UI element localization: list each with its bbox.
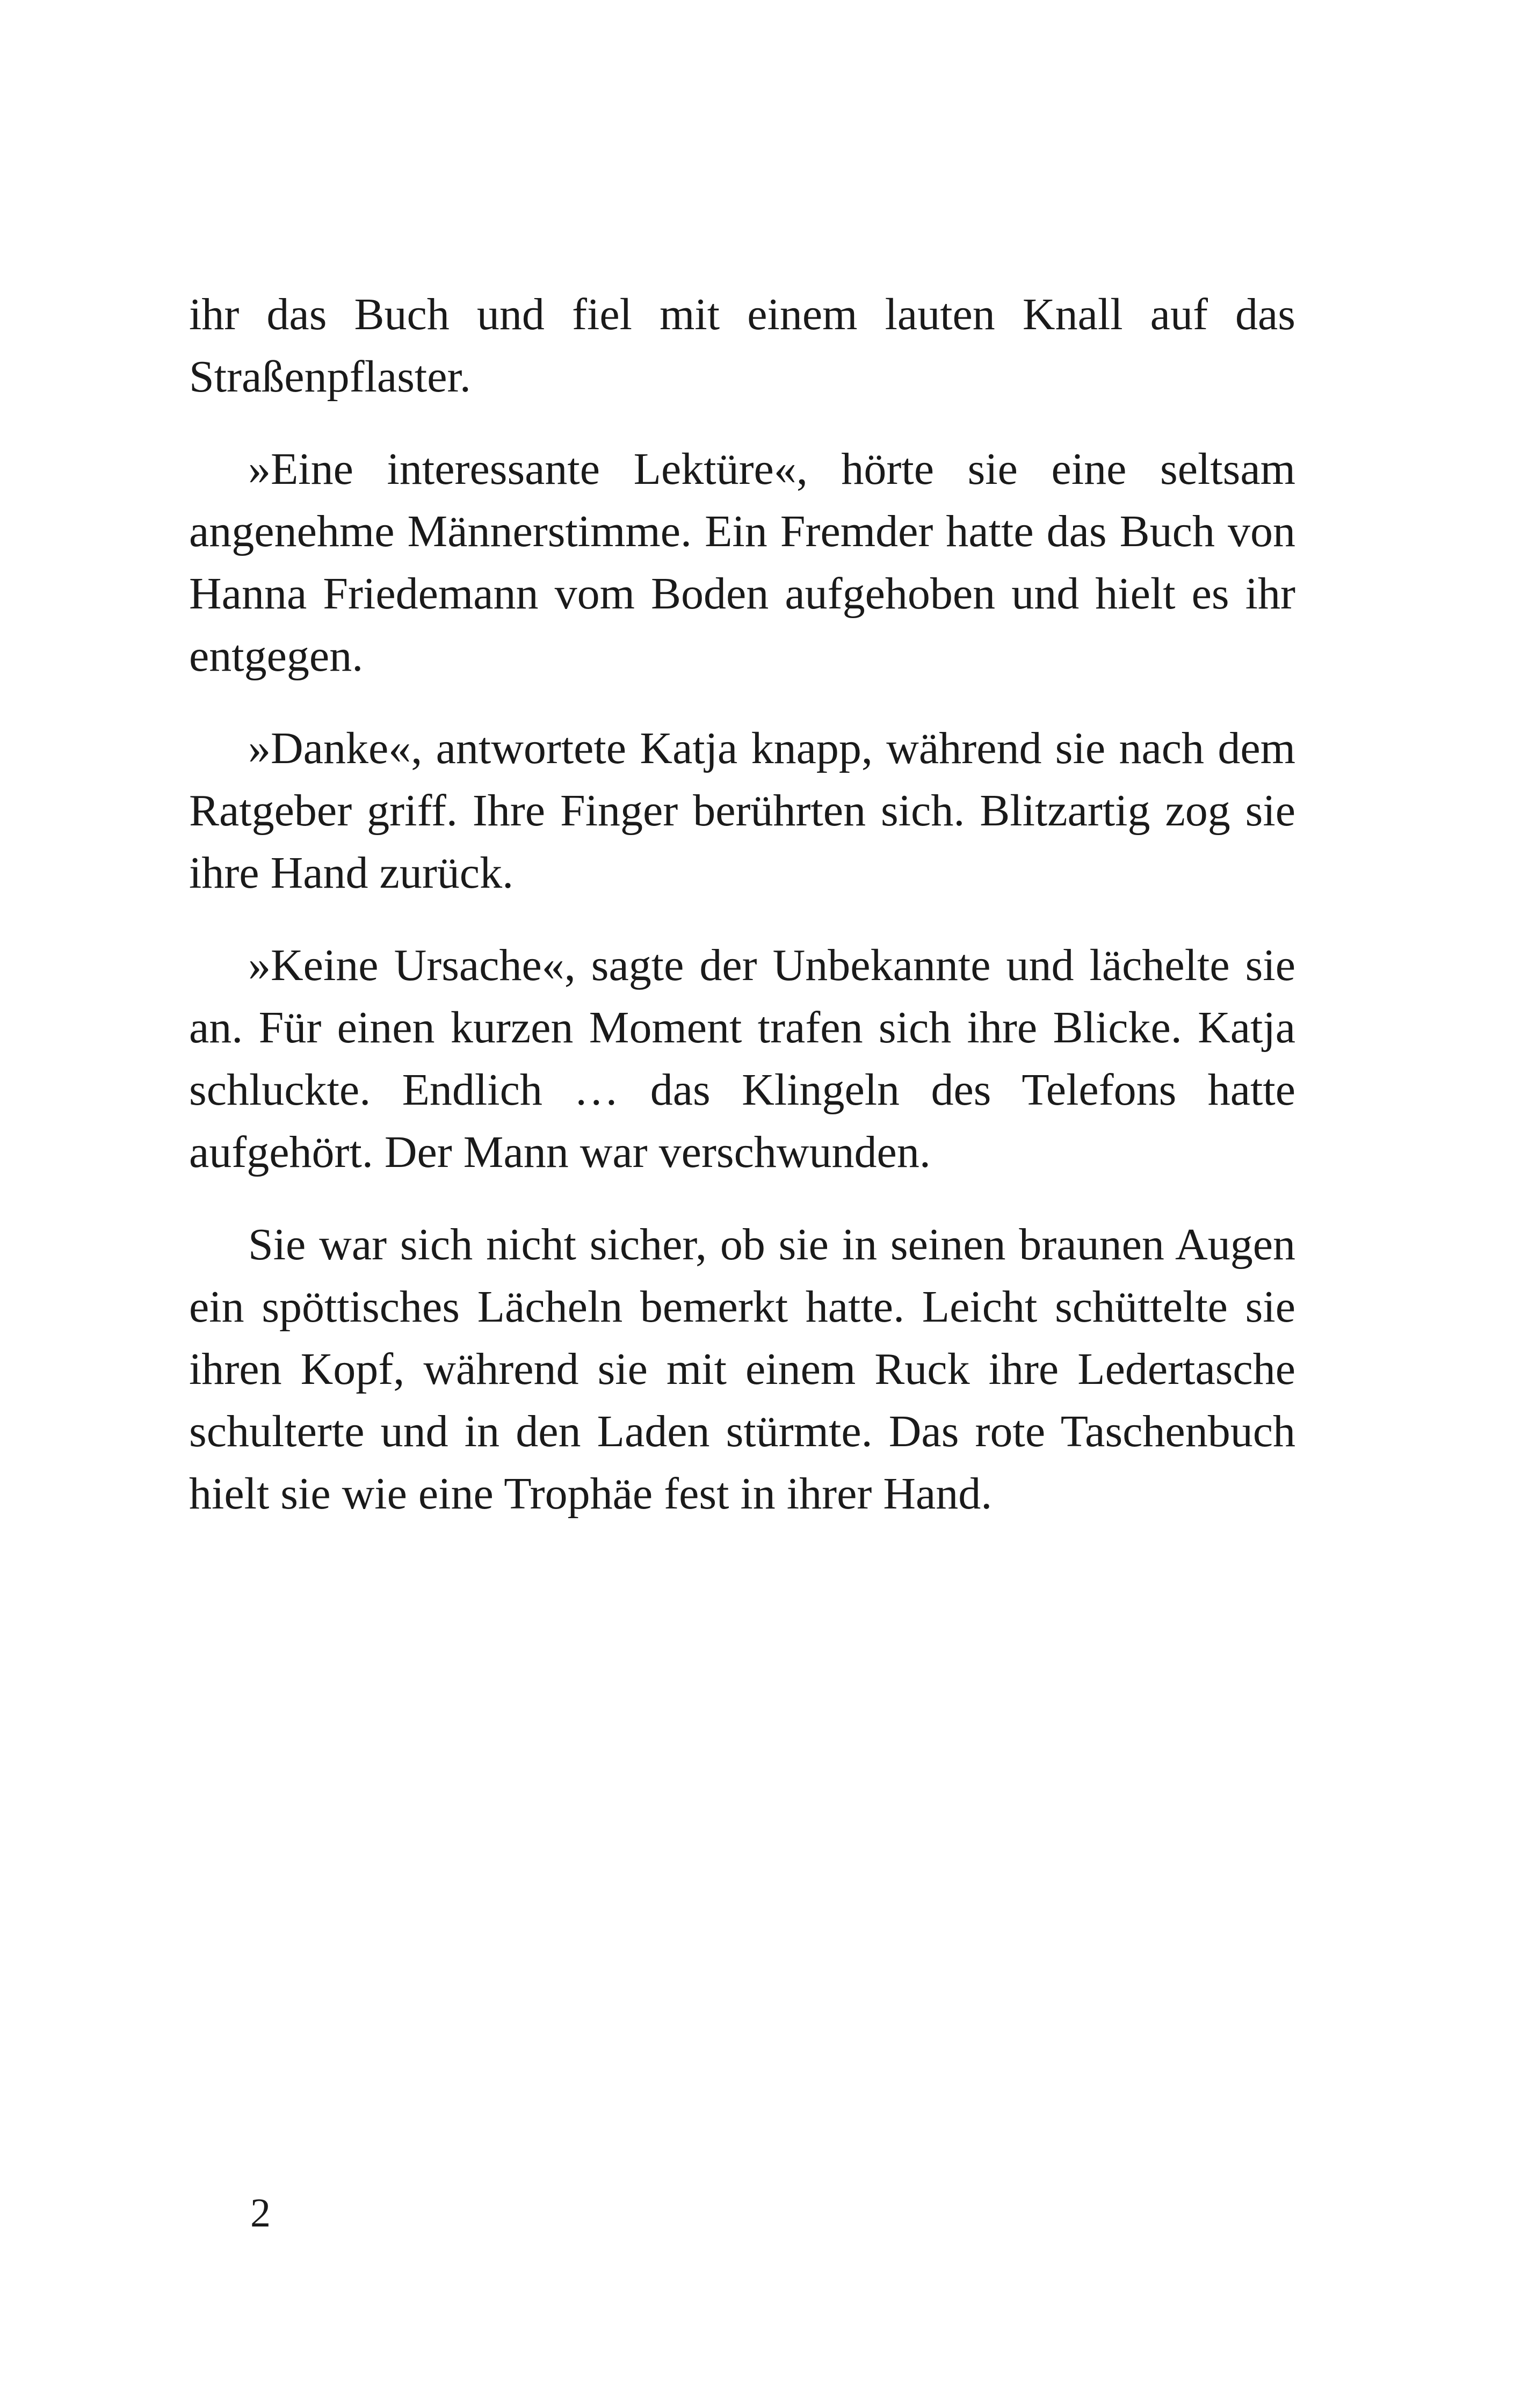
paragraph-3: »Danke«, antwortete Katja knapp, während sie nach dem Ratgeber griff. Ihre Finger berührten sich. Blitzartig zog sie ihre Hand zurück.	[189, 723, 1295, 898]
paragraph-2: »Eine interessante Lektüre«, hörte sie eine seltsam angenehme Männerstimme. Ein Fremder hatte das Buch von Hanna Friedemann vom Boden aufgehoben und hielt es ihr entgegen.	[189, 444, 1295, 681]
page-number: 2	[250, 2191, 271, 2236]
paragraph-1: ihr das Buch und fiel mit einem lauten Knall auf das Straßenpflaster.	[189, 289, 1295, 402]
body-text	[189, 284, 1295, 1555]
paragraph-4: »Keine Ursache«, sagte der Unbekannte und lächelte sie an. Für einen kurzen Moment trafen sich ihre Blicke. Katja schluckte. Endlich … das Klingeln des Telefons hatte aufgehört. Der Mann war verschwunden.	[189, 940, 1295, 1177]
paragraph-5: Sie war sich nicht sicher, ob sie in seinen braunen Augen ein spöttisches Lächeln bemerkt hatte. Leicht schüttelte sie ihren Kopf, während sie mit einem Ruck ihre Ledertasche schulterte und in den Laden stürmte. Das rote Taschenbuch hielt sie wie eine Trophäe fest in ihrer Hand.	[189, 1220, 1295, 1519]
